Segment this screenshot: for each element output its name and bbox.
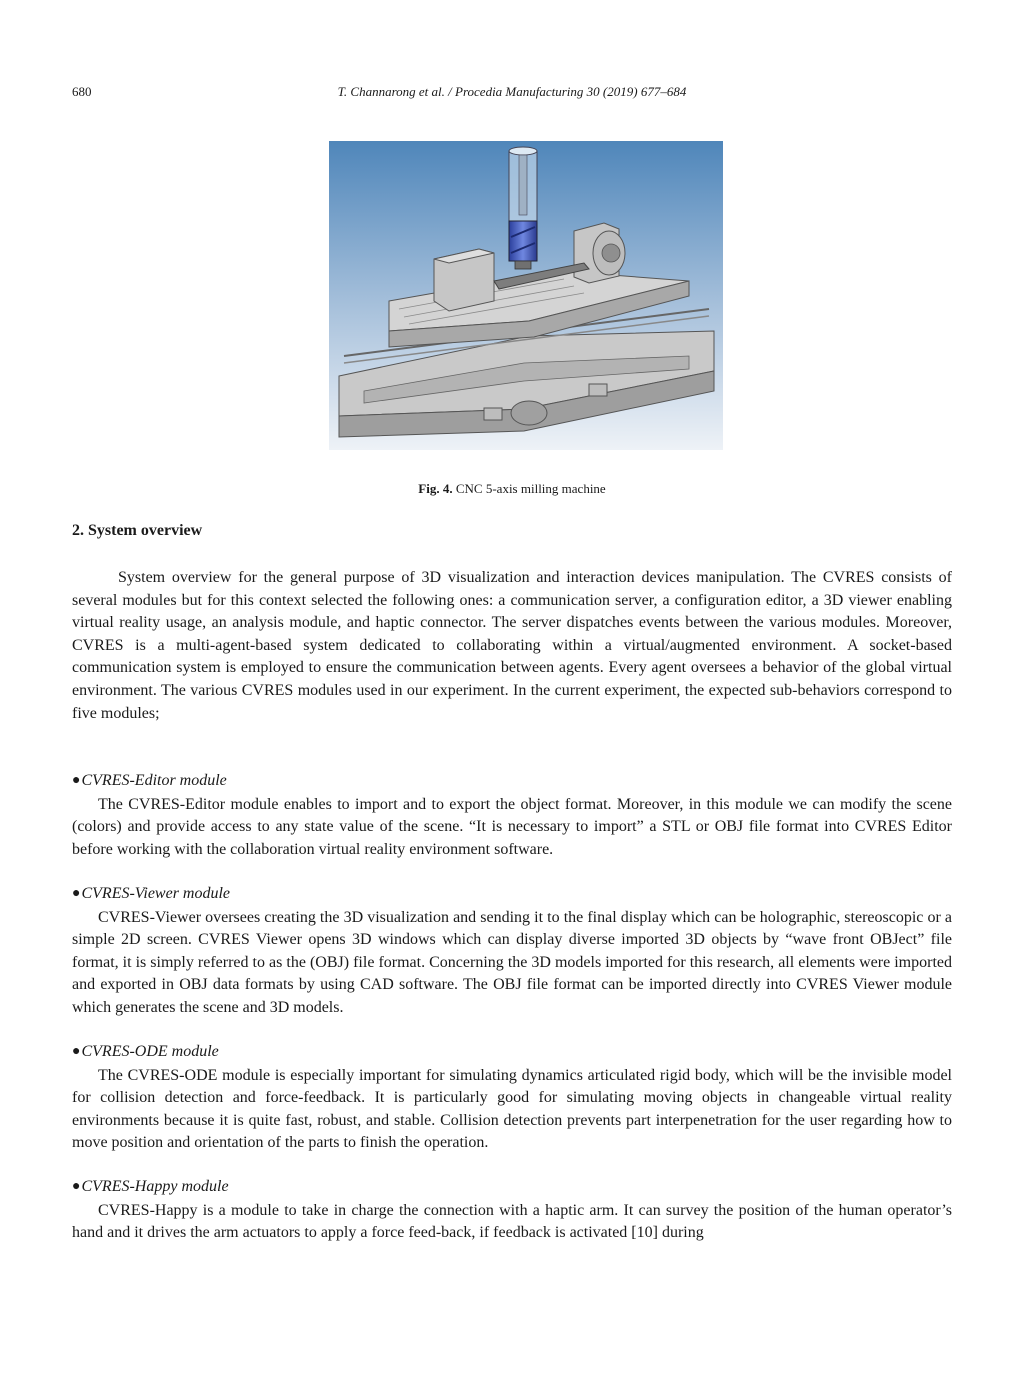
page-number: 680	[72, 84, 92, 99]
module-text: The CVRES-Editor module enables to import and to export the object format. Moreover, in this module we can modify the scene (colors) and provide access to any state value of the scene. “It is necessary to import” a STL or OBJ file format into CVRES Editor before working with the collaboration virtual reality environment software.	[72, 795, 952, 858]
caption-label: Fig. 4.	[418, 481, 453, 496]
module-title: CVRES-Editor module	[81, 772, 227, 789]
section-intro	[72, 567, 952, 725]
module-title: CVRES-ODE module	[81, 1043, 219, 1060]
module-title: CVRES-Happy module	[81, 1178, 229, 1195]
module-title: CVRES-Viewer module	[81, 885, 231, 902]
bullet-icon: ●	[72, 1044, 81, 1059]
module-happy	[72, 1176, 952, 1245]
module-editor	[72, 770, 952, 861]
module-ode	[72, 1041, 952, 1155]
module-viewer	[72, 883, 952, 1020]
bullet-icon: ●	[72, 886, 81, 901]
section-title: 2. System overview	[72, 522, 203, 539]
running-head: T. Channarong et al. / Procedia Manufacturing 30 (2019) 677–684	[337, 84, 687, 99]
figure-caption	[0, 481, 1024, 497]
module-text: CVRES-Viewer oversees creating the 3D visualization and sending it to the final display which can be holographic, stereoscopic or a simple 2D screen. CVRES Viewer opens 3D windows which can display diverse imported 3D objects by “wave front OBJect” file format, it is simply referred to as the (OBJ) file format. Concerning the 3D models imported for this research, all elements were imported and exported in OBJ data formats by using CAD software. The OBJ file format can be imported directly into CVRES Viewer module which generates the scene and 3D models.	[72, 908, 952, 1016]
cnc-machine-figure	[329, 141, 723, 450]
caption-text: CNC 5-axis milling machine	[455, 481, 606, 496]
bullet-icon: ●	[72, 1179, 81, 1194]
bullet-icon: ●	[72, 773, 81, 788]
page-header	[72, 84, 952, 104]
intro-paragraph: System overview for the general purpose of 3D visualization and interaction devices manipulation. The CVRES consists of several modules but for this context selected the following ones: a communication server, a configuration editor, a 3D viewer enabling virtual reality usage, an analysis module, and haptic connector. The server dispatches events between the various modules. Moreover, CVRES is a multi-agent-based system dedicated to collaborating within a virtual/augmented environment. A socket-based communication system is employed to ensure the communication between agents. Every agent oversees a behavior of the global virtual environment. The various CVRES modules used in our experiment. In the current experiment, the expected sub-behaviors correspond to five modules;	[72, 569, 952, 722]
module-text: The CVRES-ODE module is especially important for simulating dynamics articulated rigid body, which will be the invisible model for collision detection and force-feedback. It is particularly good for simulating moving objects in changeable virtual reality environments because it is quite fast, robust, and stable. Collision detection prevents part interpenetration for the user regarding how to move position and orientation of the parts to finish the operation.	[72, 1066, 952, 1152]
module-text: CVRES-Happy is a module to take in charge the connection with a haptic arm. It can survey the position of the human operator’s hand and it drives the arm actuators to apply a force feed-back, if feedback is activated [10] during	[72, 1201, 952, 1242]
